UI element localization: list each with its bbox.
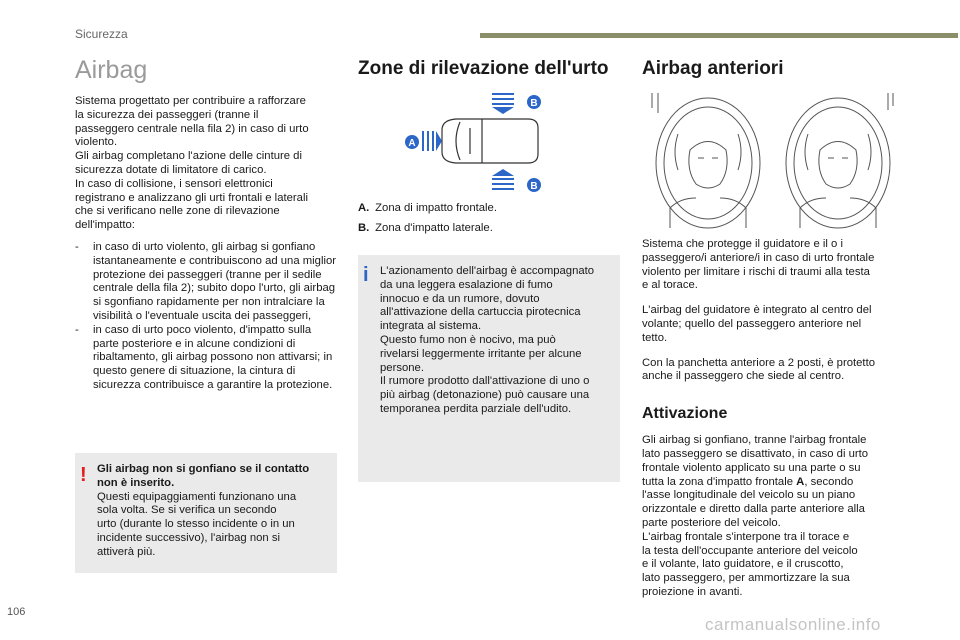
subsection-title: Attivazione xyxy=(642,405,728,423)
info-box xyxy=(358,255,620,482)
legend-key: A. xyxy=(358,202,370,214)
section-label: Sicurezza xyxy=(75,27,128,41)
zone-a-marker xyxy=(405,135,419,149)
zone-b-marker-top xyxy=(527,95,541,109)
warning-icon: ! xyxy=(80,464,87,486)
driver-airbag-figure xyxy=(652,93,760,228)
warning-box xyxy=(75,453,337,573)
side-impact-arrow-top xyxy=(492,93,514,114)
page-title: Airbag xyxy=(75,56,148,84)
column-airbag xyxy=(75,55,337,393)
legend-key: B. xyxy=(358,222,370,234)
zone-b-label: B xyxy=(530,98,538,109)
diagram-legend xyxy=(358,201,620,241)
legend-text: Zona di impatto frontale. xyxy=(375,202,497,214)
info-text: L'azionamento dell'airbag è accompagnato da una leggera esalazione di fumo innocuo e da un rumore, dovuto all'attivazione della cartuccia pirotecnica integrata al sistema. Questo fumo non è nocivo, ma può rivelarsi leggermente irritante per alcune persone. Il rumore prodotto dall'attivazione di uno o più airbag (detonazione) può causare una temporanea perdita parziale dell'udito. xyxy=(380,265,595,415)
paragraph xyxy=(642,434,904,600)
side-impact-arrow-bottom xyxy=(492,169,514,190)
list-item: - in caso di urto violento, gli airbag si gonfiano istantaneamente e contribuiscono ad una miglior protezione dei passeggeri (tranne per il sedile centrale della fila 2); subito dopo l'urto, gli airbag si sgonfiano rapidamente per non intralciare la visibilità o l'eventuale uscita dei passeggeri, xyxy=(75,241,337,324)
zone-reference: A xyxy=(796,475,805,488)
legend-item xyxy=(358,201,620,215)
front-airbags-illustration xyxy=(650,88,895,230)
warning-text xyxy=(97,463,332,560)
front-airbags-text xyxy=(642,238,904,600)
column-detection-zones xyxy=(358,55,620,83)
warning-body: Questi equipaggiamenti funzionano una sola volta. Se si verifica un secondo urto (durante lo stesso incidente o in un incidente successivo), l'airbag non si attiverà più. xyxy=(97,490,297,558)
intro-paragraph: Sistema progettato per contribuire a rafforzare la sicurezza dei passeggeri (tranne il passeggero centrale nella fila 2) in caso di urto violento. Gli airbag completano l'azione delle cinture di sicurezza dotate di limitatore di carico. In caso di collisione, i sensori elettronici registrano e analizzano gli urti frontali e laterali che si verificano nelle zone di rilevazione dell'impatto: xyxy=(75,95,309,232)
watermark: carmanualsonline.info xyxy=(705,615,881,634)
list-item: - in caso di urto poco violento, d'impatto sulla parte posteriore e in alcune condizioni di ribaltamento, gli airbag possono non attivarsi; in questo genere di situazione, la cintura di sicurezza contribuisce a garantire la protezione. xyxy=(75,324,337,393)
zone-a-label: A xyxy=(408,138,416,149)
zone-b-label: B xyxy=(530,181,538,192)
paragraph: Con la panchetta anteriore a 2 posti, è protetto anche il passeggero che siede al centro. xyxy=(642,356,875,383)
page-number: 106 xyxy=(7,606,26,618)
paragraph: Sistema che protegge il guidatore e il o i passeggero/i anteriore/i in caso di urto frontale violento per limitare i rischi di traumi alla testa e al torace. xyxy=(642,238,875,292)
front-impact-arrow xyxy=(422,131,442,151)
info-icon: i xyxy=(363,264,369,286)
legend-text: Zona d'impatto laterale. xyxy=(375,222,493,234)
section-rule xyxy=(480,33,958,38)
legend-item xyxy=(358,221,620,235)
passenger-airbag-figure xyxy=(786,93,893,228)
column-front-airbags xyxy=(642,55,904,83)
section-title: Zone di rilevazione dell'urto xyxy=(358,58,609,79)
van-top-view xyxy=(442,119,538,163)
section-title: Airbag anteriori xyxy=(642,58,784,79)
dash-list xyxy=(75,241,337,393)
warning-bold: Gli airbag non si gonfiano se il contatto non è inserito. xyxy=(97,463,310,489)
zone-b-marker-bottom xyxy=(527,178,541,192)
paragraph: L'airbag del guidatore è integrato al centro del volante; quello del passeggero anteriore nel tetto. xyxy=(642,304,872,344)
impact-zones-diagram xyxy=(400,88,550,193)
paragraph-part: Gli airbag si gonfiano, tranne l'airbag frontale lato passeggero se disattivato, in caso di urto frontale violento applicato su una parte o su tutta la zona d'impatto frontale xyxy=(642,434,869,488)
paragraph-part: , secondo l'asse longitudinale del veicolo su un piano orizzontale e diretto dalla parte anteriore alla parte posteriore del veicolo. L'airbag frontale s'interpone tra il torace e la testa dell'occupante anteriore del veicolo e il volante, lato guidatore, e il cruscotto, lato passeggero, per ammortizzare la sua proiezione in avanti. xyxy=(642,475,865,598)
